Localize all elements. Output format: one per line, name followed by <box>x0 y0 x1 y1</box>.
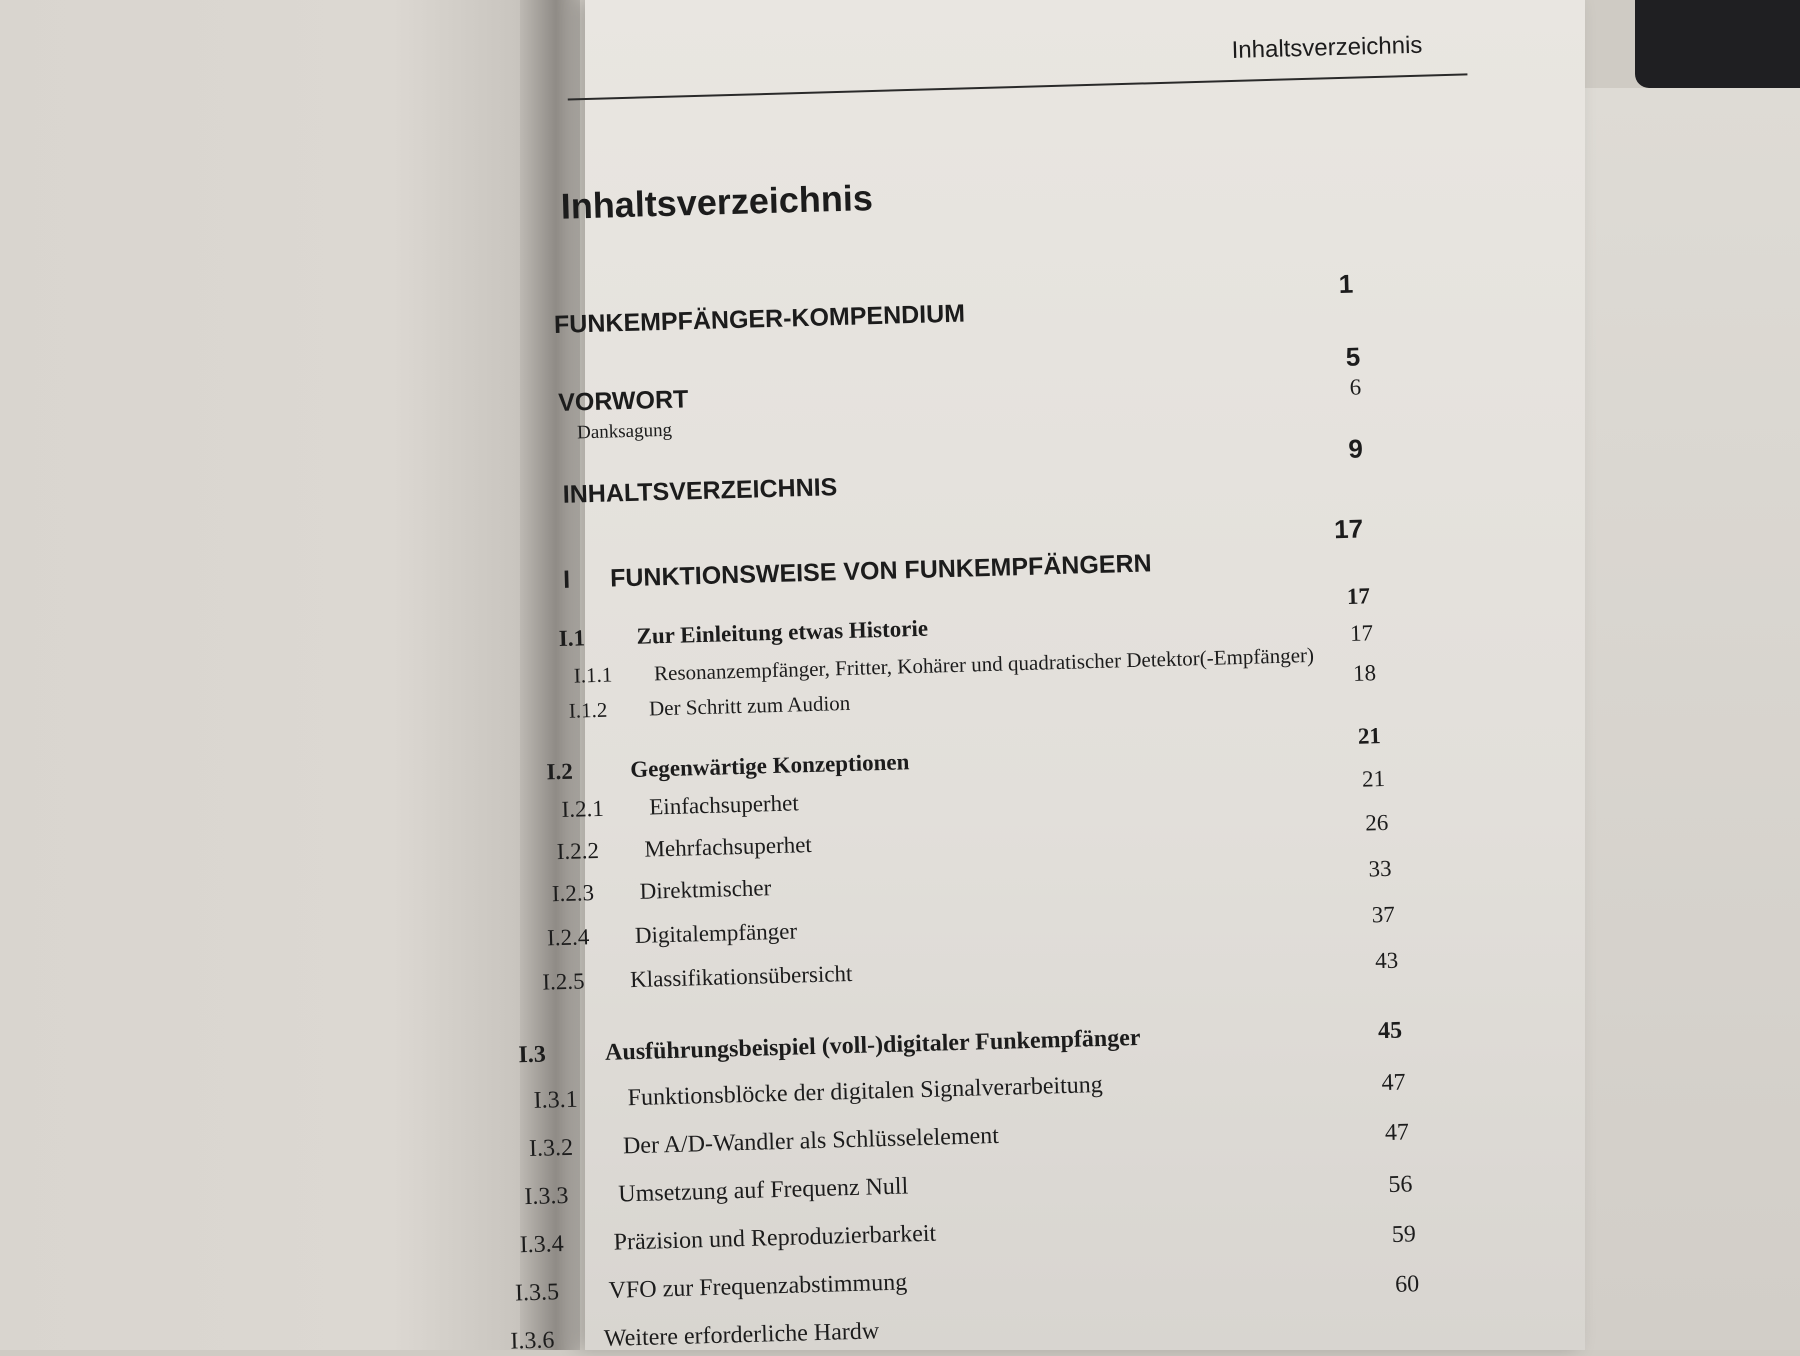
toc-page-subsection: 37 <box>1371 901 1396 928</box>
toc-label: Direktmischer <box>639 875 772 904</box>
toc-number: I.3.2 <box>528 1134 574 1163</box>
toc-number: I.1 <box>558 625 586 651</box>
toc-page-danksagung: 6 <box>1349 374 1362 400</box>
toc-number: I.2.2 <box>556 837 600 865</box>
toc-label: Ausführungsbeispiel (voll-)digitaler Funkempfänger <box>604 1024 1141 1066</box>
toc-label: VFO zur Frequenzabstimmung <box>608 1269 908 1304</box>
toc-number: I.2 <box>546 758 574 785</box>
toc-number: I.2.3 <box>551 880 595 907</box>
header-rule <box>568 73 1468 100</box>
toc-page-section: 17 <box>1346 583 1371 609</box>
toc-label: Danksagung <box>576 419 673 444</box>
toc-page-section: 45 <box>1377 1017 1403 1045</box>
toc-label: FUNKEMPFÄNGER-KOMPENDIUM <box>553 299 966 339</box>
toc-label: Digitalempfänger <box>634 918 798 948</box>
toc-page-subsection: 18 <box>1352 660 1377 686</box>
toc-entry-subsection <box>542 961 853 996</box>
toc-label: Umsetzung auf Frequenz Null <box>618 1173 909 1208</box>
toc-label: Mehrfachsuperhet <box>644 832 813 862</box>
toc-entry-subsection <box>524 1173 909 1211</box>
toc-entry-section <box>558 616 928 652</box>
toc-entry-subsection <box>547 918 798 951</box>
toc-number: I.3.4 <box>519 1231 565 1259</box>
toc-label: Der A/D-Wandler als Schlüsselelement <box>622 1122 1000 1160</box>
toc-entry-subsection <box>556 832 812 865</box>
toc-number: I.2.5 <box>542 968 585 995</box>
toc-page-vorwort: 5 <box>1345 341 1361 372</box>
toc-label: Einfachsuperhet <box>648 790 800 820</box>
toc-entry-subsection <box>569 691 851 724</box>
toc-number: I.1.1 <box>573 662 613 688</box>
toc-label: Präzision und Reproduzierbarkeit <box>613 1220 937 1256</box>
page-title: Inhaltsverzeichnis <box>560 177 874 227</box>
book-page <box>510 0 1585 1355</box>
toc-page-subsection: 56 <box>1388 1171 1413 1199</box>
toc-label: Resonanzempfänger, Fritter, Kohärer und quadratischer Detektor(-Empfänger) <box>653 642 1315 686</box>
toc-entry-subsection <box>552 875 772 907</box>
toc-page-subsection: 26 <box>1364 809 1389 836</box>
toc-number: I.3.1 <box>533 1086 579 1114</box>
toc-page-section: 21 <box>1357 723 1382 749</box>
toc-page-subsection: 47 <box>1384 1119 1410 1147</box>
toc-entry-subsection <box>529 1123 1000 1163</box>
toc-number: I.3.5 <box>514 1279 560 1307</box>
toc-page-subsection: 43 <box>1374 947 1399 974</box>
toc-label: Gegenwärtige Konzeptionen <box>629 749 910 783</box>
toc-page-subsection: 21 <box>1361 765 1386 792</box>
toc-label: Funktionsblöcke der digitalen Signalverarbeitung <box>627 1071 1104 1112</box>
toc-page-subsection: 47 <box>1381 1069 1406 1097</box>
toc-page-subsection: 60 <box>1394 1271 1420 1298</box>
toc-entry-vorwort <box>558 385 689 418</box>
toc-page-kompendium: 1 <box>1338 268 1354 300</box>
toc-page-subsection: 59 <box>1391 1221 1417 1248</box>
toc-entry-subsection <box>561 790 799 823</box>
toc-label: Zur Einleitung etwas Historie <box>636 615 929 649</box>
toc-number: I <box>562 565 571 594</box>
toc-entry-section <box>518 1025 1141 1069</box>
toc-number: I.3.6 <box>510 1327 555 1355</box>
toc-label: Der Schritt zum Audion <box>648 690 851 721</box>
toc-label: Weitere erforderliche Hardw <box>603 1318 880 1352</box>
toc-entry-inhaltsverzeichnis <box>562 473 837 510</box>
toc-entry-danksagung <box>577 420 673 445</box>
toc-label: INHALTSVERZEICHNIS <box>562 473 838 509</box>
toc-page-subsection: 33 <box>1368 855 1392 882</box>
left-page <box>0 0 560 1350</box>
background-device <box>1635 0 1800 88</box>
toc-number: I.2.4 <box>546 924 590 951</box>
toc-number: I.2.1 <box>561 795 605 822</box>
toc-label: Klassifikationsübersicht <box>629 960 853 993</box>
toc-page-inhaltsverzeichnis: 9 <box>1347 433 1364 464</box>
toc-entry-subsection <box>519 1221 936 1260</box>
toc-label: FUNKTIONSWEISE VON FUNKEMPFÄNGERN <box>609 549 1152 593</box>
toc-entry-part-1 <box>563 549 1152 594</box>
toc-entry-kompendium <box>554 300 966 340</box>
page-content <box>510 0 1622 1355</box>
toc-page-subsection: 17 <box>1349 620 1374 646</box>
toc-entry-section <box>546 749 909 785</box>
toc-page-part-1: 17 <box>1333 513 1364 545</box>
toc-label: VORWORT <box>557 385 689 417</box>
toc-number: I.1.2 <box>568 697 608 723</box>
toc-entry-subsection <box>574 643 1315 689</box>
toc-number: I.3.3 <box>524 1182 569 1211</box>
toc-number: I.3 <box>518 1041 547 1069</box>
toc-entry-subsection <box>533 1072 1103 1115</box>
running-head: Inhaltsverzeichnis <box>1231 31 1423 64</box>
